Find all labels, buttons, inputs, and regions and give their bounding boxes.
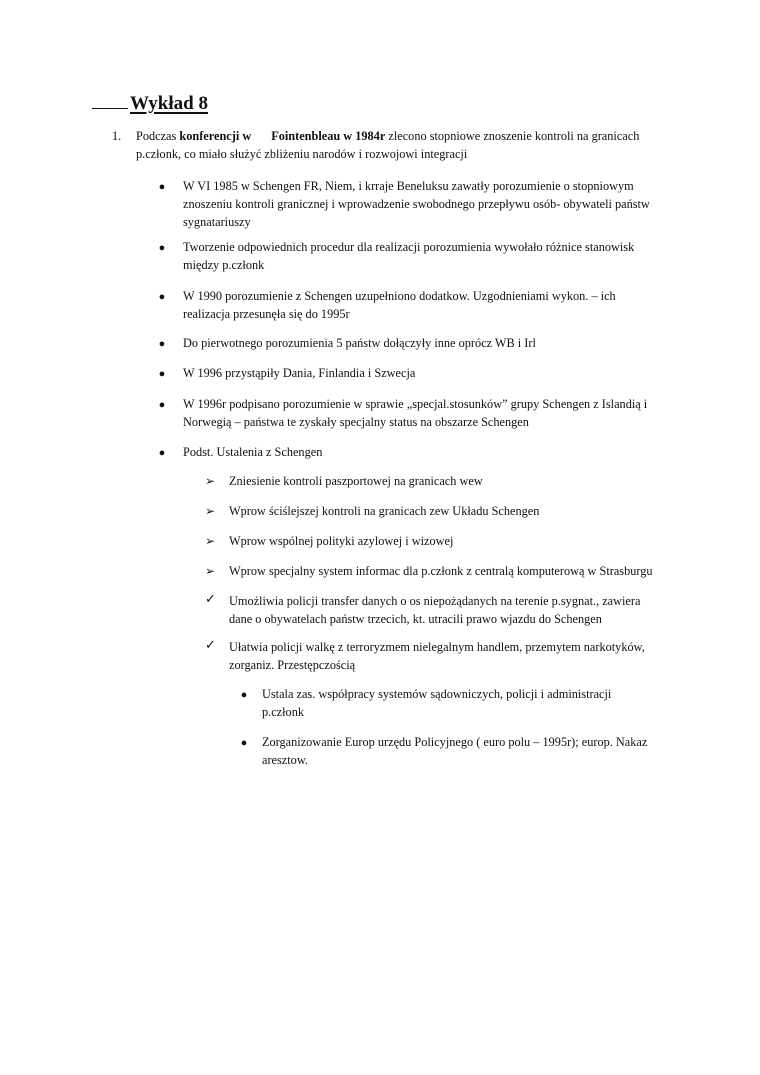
bullet-item: W 1990 porozumienie z Schengen uzupełniono dodatkow. Uzgodnieniami wykon. – ich realizacja przesunęła się do 1995r bbox=[183, 289, 616, 321]
bullet-icon: ● bbox=[158, 399, 166, 411]
bullet-icon: ● bbox=[158, 181, 166, 193]
arrow-bullet-icon: ➢ bbox=[205, 474, 216, 488]
bullet-item: Tworzenie odpowiednich procedur dla realizacji porozumienia wywołało różnice stanowisk między p.członk bbox=[183, 240, 635, 272]
arrow-bullet-icon: ➢ bbox=[205, 564, 216, 578]
bullet-icon: ● bbox=[158, 447, 166, 459]
arrow-bullet-icon: ➢ bbox=[205, 534, 216, 548]
bullet-icon: ● bbox=[240, 737, 248, 749]
bullet-item: W VI 1985 w Schengen FR, Niem, i krraje Beneluksu zawatły porozumienie o stopniowym znoszeniu kontroli granicznej i wprowadzenie swobodnego przepływu osób- obywateli państw sygnatariuszy bbox=[183, 179, 650, 229]
list-item-1-line1: Podczas konferencji w Fointenbleau w 1984r zlecono stopniowe znoszenie kontroli na granicach bbox=[136, 129, 640, 143]
sub-item: Wprow ściślejszej kontroli na granicach zew Układu Schengen bbox=[229, 504, 540, 518]
bold-place: Fointenbleau w 1984r bbox=[271, 129, 386, 143]
checkmark-icon: ✓ bbox=[205, 591, 216, 606]
list-item-1 bbox=[136, 127, 676, 163]
bold-conference: konferencji w bbox=[179, 129, 252, 143]
arrow-bullet-icon: ➢ bbox=[205, 504, 216, 518]
checkmark-icon: ✓ bbox=[205, 637, 216, 652]
sub-item: Wprow specjalny system informac dla p.członk z centralą komputerową w Strasburgu bbox=[229, 564, 653, 578]
list-number: 1. bbox=[112, 129, 122, 143]
page-title: Wykład 8 bbox=[92, 90, 208, 116]
list-item-1-line2: p.członk, co miało służyć zbliżeniu narodów i rozwojowi integracji bbox=[136, 147, 468, 161]
bullet-icon: ● bbox=[158, 291, 166, 303]
sub-sub-item: Ustala zas. współpracy systemów sądowniczych, policji i administracji p.członk bbox=[262, 687, 612, 719]
title-underline-gap bbox=[92, 90, 128, 109]
bullet-icon: ● bbox=[158, 338, 166, 350]
sub-item: Wprow wspólnej polityki azylowej i wizowej bbox=[229, 534, 454, 548]
sub-item: Zniesienie kontroli paszportowej na granicach wew bbox=[229, 474, 483, 488]
bullet-icon: ● bbox=[158, 242, 166, 254]
sub-item: Umożliwia policji transfer danych o os niepożądanych na terenie p.sygnat., zawiera dane o obywatelach państw trzecich, kt. utracili prawo wjazdu do Schengen bbox=[229, 594, 641, 626]
bullet-item: W 1996 przystąpiły Dania, Finlandia i Szwecja bbox=[183, 366, 416, 380]
bullet-item: Do pierwotnego porozumienia 5 państw dołączyły inne oprócz WB i Irl bbox=[183, 336, 536, 350]
sub-item: Ułatwia policji walkę z terroryzmem nielegalnym handlem, przemytem narkotyków, zorganiz. Przestępczością bbox=[229, 640, 645, 672]
bullet-icon: ● bbox=[158, 368, 166, 380]
bullet-icon: ● bbox=[240, 689, 248, 701]
bullet-item: W 1996r podpisano porozumienie w sprawie „specjal.stosunków” grupy Schengen z Islandią i Norwegią – państwa te zyskały specjalny status na obszarze Schengen bbox=[183, 397, 648, 429]
sub-sub-item: Zorganizowanie Europ urzędu Policyjnego ( euro polu – 1995r); europ. Nakaz aresztow. bbox=[262, 735, 648, 767]
bullet-item: Podst. Ustalenia z Schengen bbox=[183, 445, 323, 459]
